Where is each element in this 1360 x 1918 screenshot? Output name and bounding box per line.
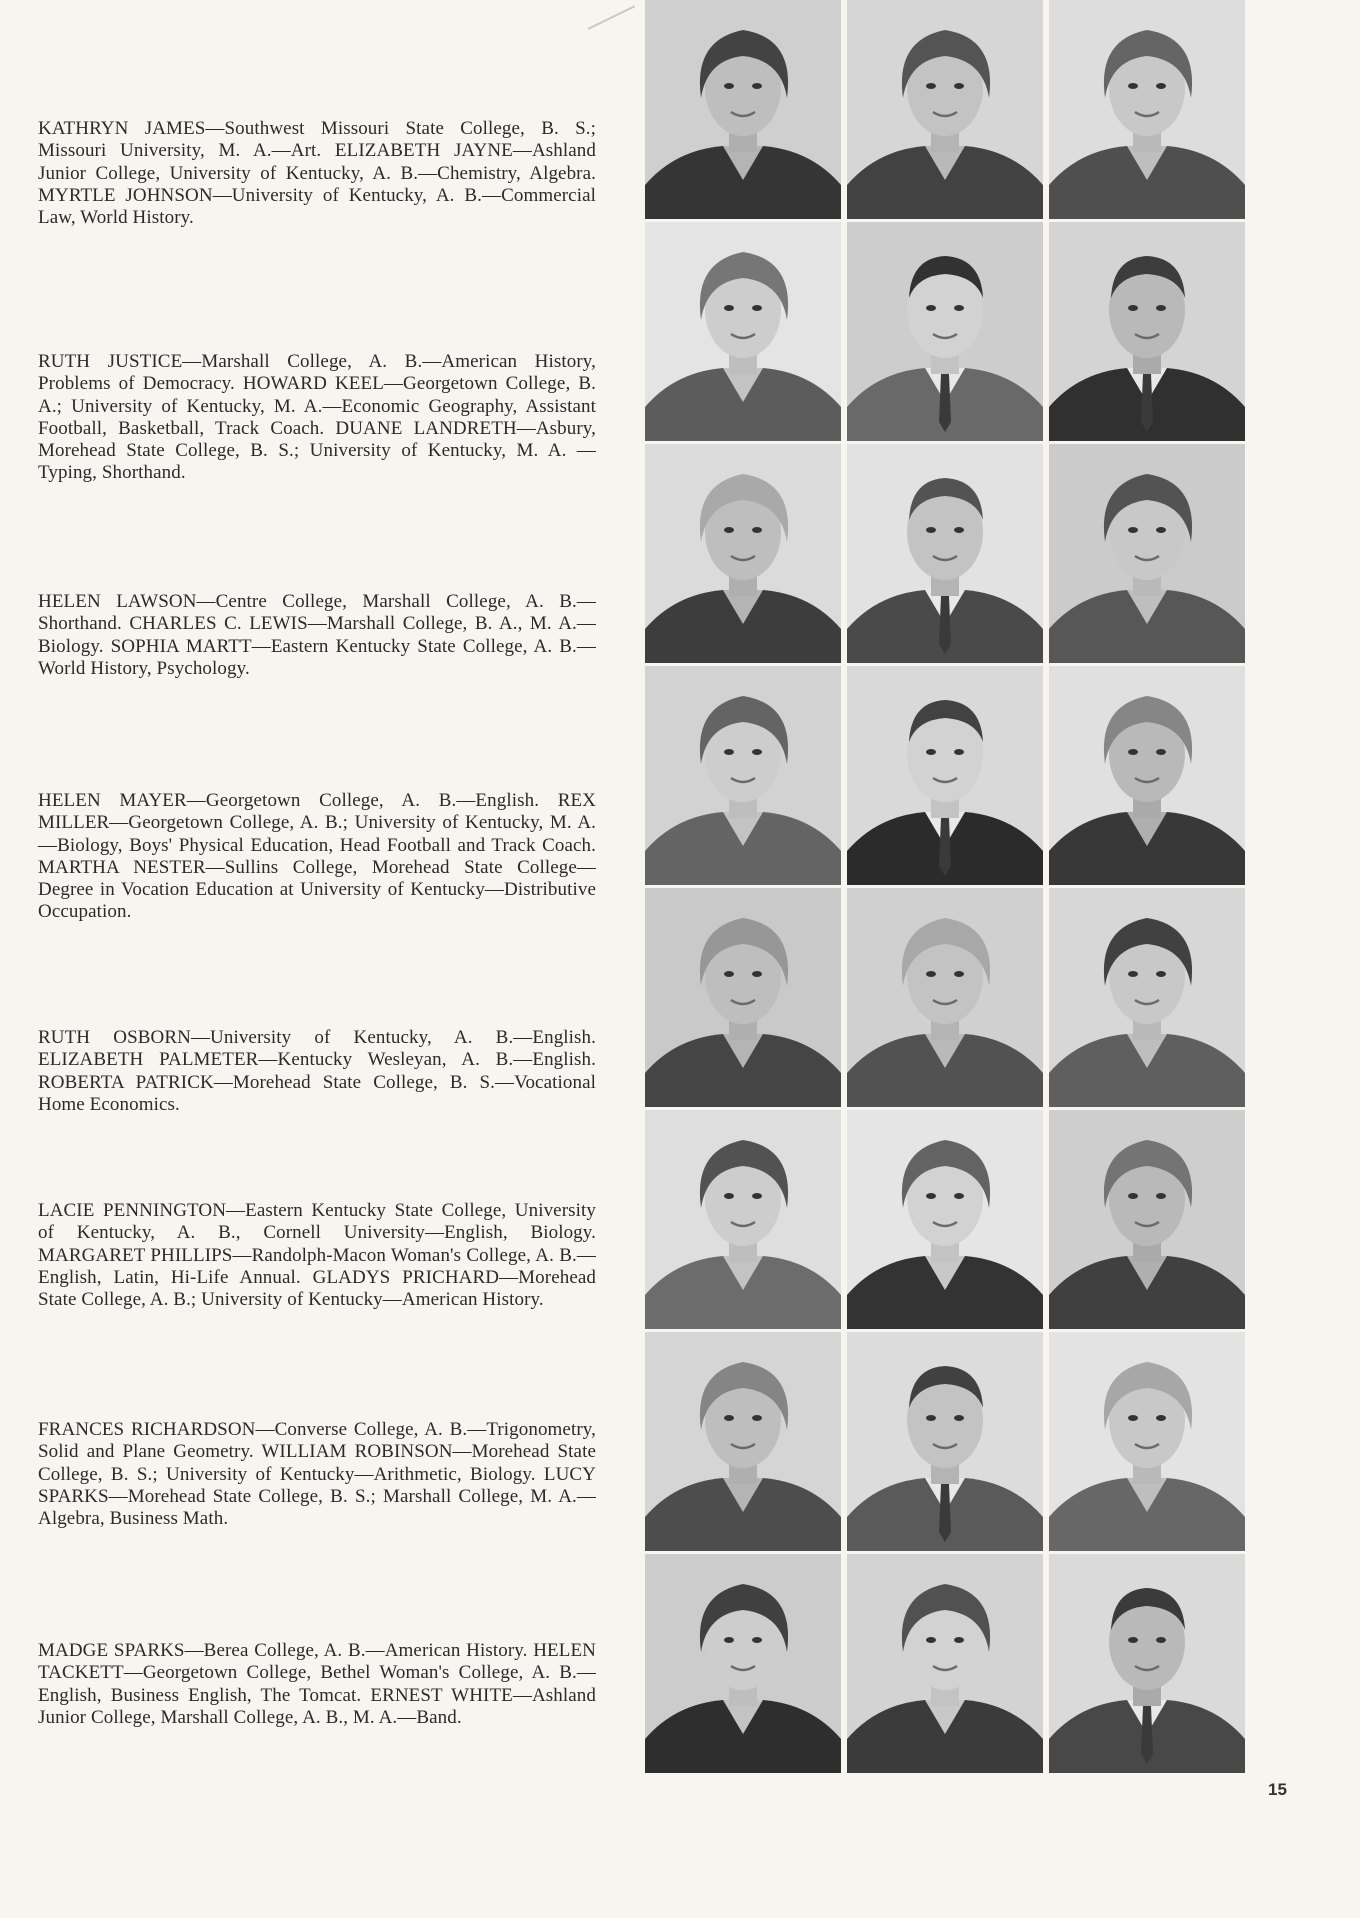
faculty-bio-column: [38, 0, 598, 1918]
faculty-portrait-photo: [1049, 1110, 1245, 1329]
faculty-portrait-photo: [645, 444, 841, 663]
faculty-bio-row-1: KATHRYN JAMES—Southwest Missouri State College, B. S.; Missouri University, M. A.—Art. ELIZABETH JAYNE—Ashland Junior College, University of Kentucky, A. B.—Chemistry, Algebra. MYRTLE JOHNSON—University of Kentucky, A. B.—Commercial Law, World History.: [38, 118, 596, 229]
faculty-portrait-photo: [645, 1554, 841, 1773]
faculty-portrait-photo: [645, 1332, 841, 1551]
faculty-portrait-photo: [847, 444, 1043, 663]
faculty-portrait-photo: [1049, 1332, 1245, 1551]
faculty-bio-row-6: LACIE PENNINGTON—Eastern Kentucky State College, University of Kentucky, A. B., Cornell University—English, Biology. MARGARET PHILLIPS—Randolph-Macon Woman's College, A. B.—English, Latin, Hi-Life Annual. GLADYS PRICHARD—Morehead State College, A. B.; University of Kentucky—American History.: [38, 1200, 596, 1311]
faculty-portrait-photo: [847, 1110, 1043, 1329]
faculty-portrait-photo: [1049, 1554, 1245, 1773]
faculty-bio-row-7: FRANCES RICHARDSON—Converse College, A. B.—Trigonometry, Solid and Plane Geometry. WILLIAM ROBINSON—Morehead State College, B. S.; University of Kentucky—Arithmetic, Biology. LUCY SPARKS—Morehead State College, B. S.; Marshall College, M. A.—Algebra, Business Math.: [38, 1419, 596, 1530]
faculty-bio-row-8: MADGE SPARKS—Berea College, A. B.—American History. HELEN TACKETT—Georgetown College, Bethel Woman's College, A. B.—English, Business English, The Tomcat. ERNEST WHITE—Ashland Junior College, Marshall College, A. B., M. A.—Band.: [38, 1640, 596, 1728]
faculty-portrait-photo: [1049, 666, 1245, 885]
faculty-portrait-photo: [847, 0, 1043, 219]
faculty-portrait-photo: [847, 222, 1043, 441]
faculty-portrait-photo: [847, 666, 1043, 885]
faculty-portrait-photo: [645, 1110, 841, 1329]
faculty-portrait-photo: [1049, 888, 1245, 1107]
faculty-bio-row-4: HELEN MAYER—Georgetown College, A. B.—English. REX MILLER—Georgetown College, A. B.; University of Kentucky, M. A.—Biology, Boys' Physical Education, Head Football and Track Coach. MARTHA NESTER—Sullins College, Morehead State College—Degree in Vocation Education at University of Kentucky—Distributive Occupation.: [38, 790, 596, 923]
faculty-portrait-photo: [847, 1332, 1043, 1551]
faculty-bio-row-5: RUTH OSBORN—University of Kentucky, A. B.—English. ELIZABETH PALMETER—Kentucky Wesleyan, A. B.—English. ROBERTA PATRICK—Morehead State College, B. S.—Vocational Home Economics.: [38, 1027, 596, 1115]
faculty-bio-row-2: RUTH JUSTICE—Marshall College, A. B.—American History, Problems of Democracy. HOWARD KEEL—Georgetown College, B. A.; University of Kentucky, M. A.—Economic Geography, Assistant Football, Basketball, Track Coach. DUANE LANDRETH—Asbury, Morehead State College, B. S.; University of Kentucky, M. A. —Typing, Shorthand.: [38, 351, 596, 484]
faculty-portrait-photo: [645, 222, 841, 441]
faculty-portrait-photo: [847, 1554, 1043, 1773]
faculty-portrait-photo: [1049, 444, 1245, 663]
faculty-portrait-photo: [1049, 0, 1245, 219]
faculty-portrait-photo: [847, 888, 1043, 1107]
faculty-portrait-grid: [645, 0, 1297, 1918]
faculty-bio-row-3: HELEN LAWSON—Centre College, Marshall College, A. B.—Shorthand. CHARLES C. LEWIS—Marshall College, B. A., M. A.—Biology. SOPHIA MARTT—Eastern Kentucky State College, A. B.— World History, Psychology.: [38, 591, 596, 679]
page-number: 15: [1268, 1780, 1287, 1799]
faculty-portrait-photo: [645, 888, 841, 1107]
faculty-portrait-photo: [645, 666, 841, 885]
faculty-portrait-photo: [1049, 222, 1245, 441]
faculty-portrait-photo: [645, 0, 841, 219]
